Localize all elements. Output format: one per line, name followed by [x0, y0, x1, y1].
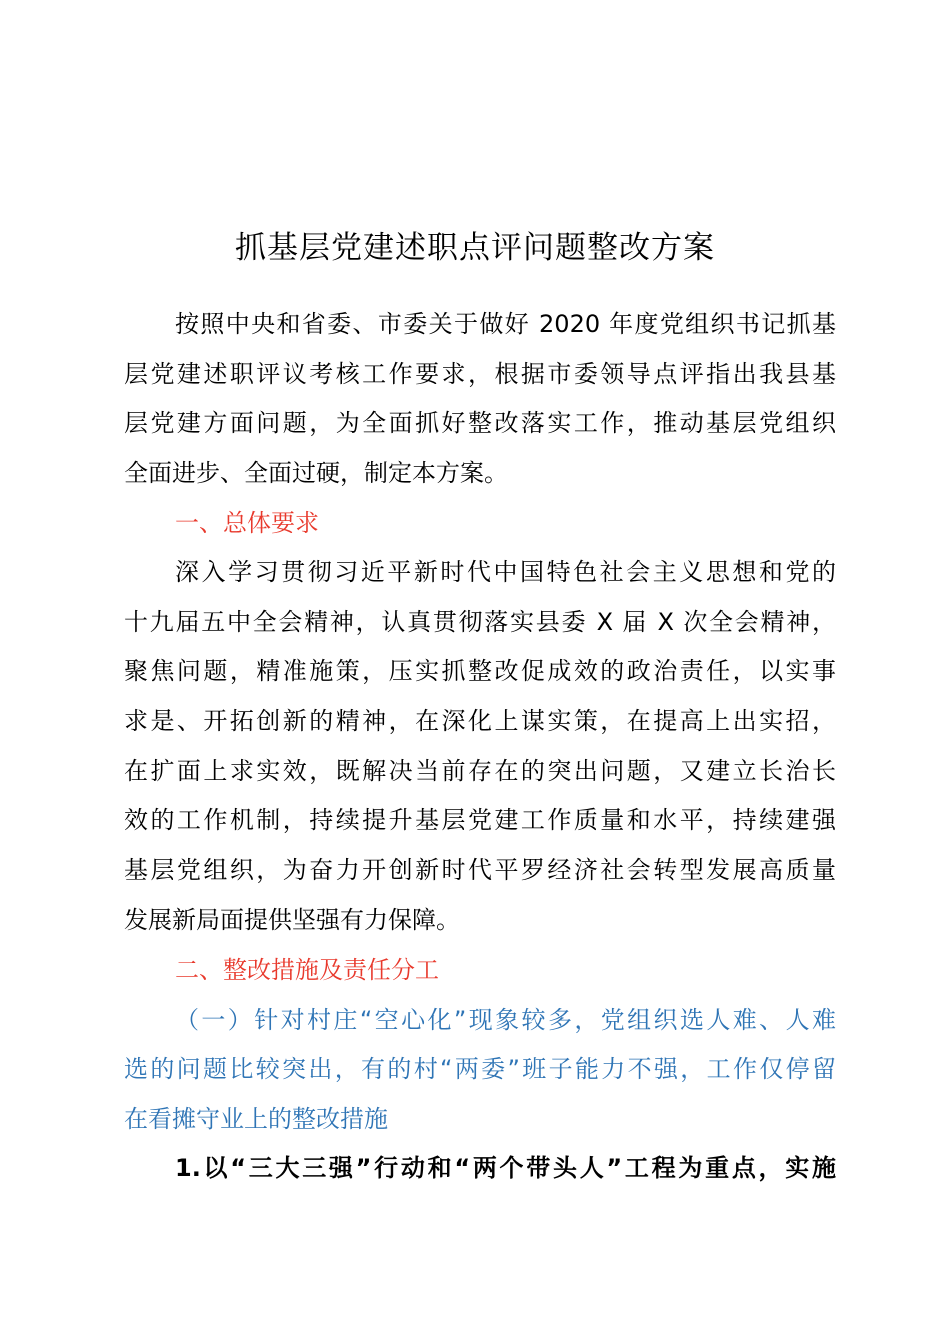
section1-line-2: 十九届五中全会精神，认真贯彻落实县委 X 届 X 次全会精神， [124, 608, 836, 636]
item1-line-1: 1.以“三大三强”行动和“两个带头人”工程为重点，实施 [175, 1154, 836, 1182]
section-heading-general-requirements: 一、总体要求 [175, 509, 319, 537]
section-heading-rectification-measures: 二、整改措施及责任分工 [175, 956, 439, 984]
subsection1-line-2: 选的问题比较突出，有的村“两委”班子能力不强，工作仅停留 [124, 1055, 836, 1083]
section1-line-1: 深入学习贯彻习近平新时代中国特色社会主义思想和党的 [175, 558, 836, 586]
intro-line-2: 层党建述职评议考核工作要求，根据市委领导点评指出我县基 [124, 360, 836, 388]
section1-line-4: 求是、开拓创新的精神，在深化上谋实策，在提高上出实招， [124, 707, 836, 735]
intro-line-3: 层党建方面问题，为全面抓好整改落实工作，推动基层党组织 [124, 409, 836, 437]
subsection1-line-3: 在看摊守业上的整改措施 [124, 1105, 388, 1133]
section1-line-7: 基层党组织，为奋力开创新时代平罗经济社会转型发展高质量 [124, 856, 836, 884]
subsection1-line-1: （一）针对村庄“空心化”现象较多，党组织选人难、人难 [175, 1006, 836, 1034]
page-title: 抓基层党建述职点评问题整改方案 [235, 230, 715, 266]
section1-line-5: 在扩面上求实效，既解决当前存在的突出问题，又建立长治长 [124, 757, 836, 785]
section1-line-6: 效的工作机制，持续提升基层党建工作质量和水平，持续建强 [124, 806, 836, 834]
intro-line-4: 全面进步、全面过硬，制定本方案。 [124, 459, 508, 487]
section1-line-3: 聚焦问题，精准施策，压实抓整改促成效的政治责任，以实事 [124, 657, 836, 685]
intro-line-1: 按照中央和省委、市委关于做好 2020 年度党组织书记抓基 [175, 310, 836, 338]
section1-line-8: 发展新局面提供坚强有力保障。 [124, 906, 460, 934]
